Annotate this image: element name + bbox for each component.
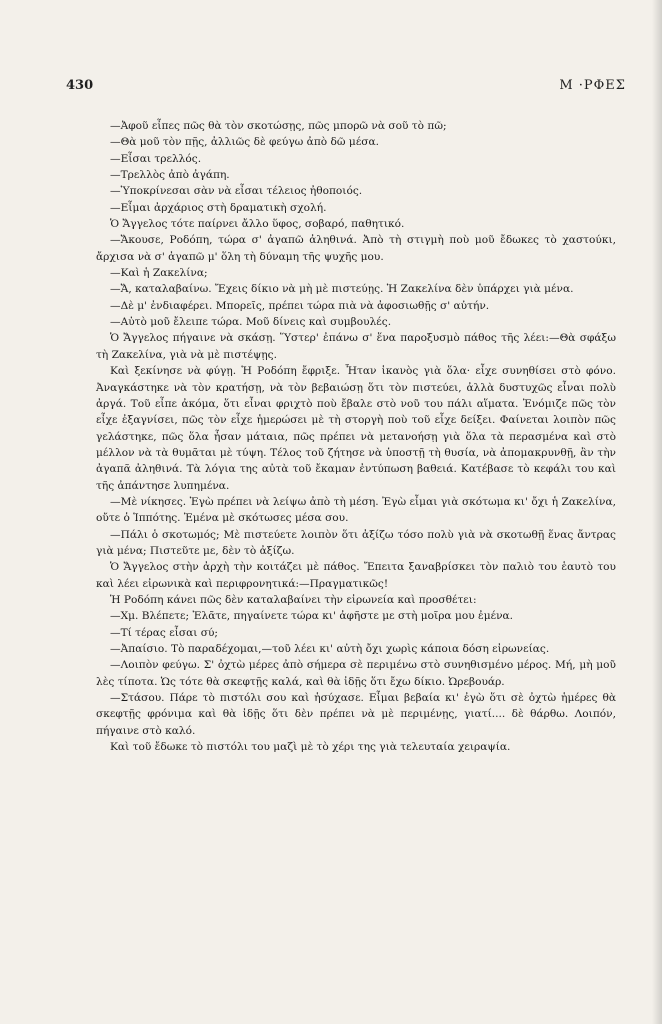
paragraph: —Καὶ ἡ Ζακελίνα; [110, 267, 208, 280]
paragraph: —Χμ. Βλέπετε; Ἐλᾶτε, πηγαίνετε τώρα κι' ἀφῆστε με στὴ μοῖρα μου ἐμένα. [110, 610, 514, 623]
paragraph: —Ἄ, καταλαβαίνω. Ἔχεις δίκιο νὰ μὴ μὲ πιστεύῃς. Ἡ Ζακελίνα δὲν ὑπάρχει γιὰ μένα. [110, 283, 574, 296]
paragraph: —Μὲ νίκησες. Ἐγὼ πρέπει νὰ λείψω ἀπὸ τὴ μέση. Ἐγὼ εἶμαι γιὰ σκότωμα κι' ὄχι ἡ Ζακελίνα, οὔτε ὁ Ἱππότης. Ἐμένα μὲ σκότωσες μέσα σου. [96, 495, 616, 525]
paragraph: Καὶ ξεκίνησε νὰ φύγῃ. Ἡ Ροδόπη ἔφριξε. Ἦταν ἱκανὸς γιὰ ὅλα· εἶχε συνηθίσει στὸ φόνο. Ἀναγκάστηκε νὰ τὸν κρατήσῃ, νὰ τὸν βεβαιώσῃ ὅτι τὸν πιστεύει, ἀλλὰ δυστυχῶς εἶναι πολὺ ἀργά. Τοῦ εἶπε ἀκόμα, ὅτι εἶναι φριχτὸ ποὺ ἔβαλε στὸ νοῦ του πάλι αἵματα. Ἐνόμιζε πῶς τὸν εἶχε ἐξαγνίσει, πῶς τὸν εἶχε ἡμερώσει μὲ τὴ στοργὴ ποὺ τοῦ εἶχε δείξει. Φαίνεται λοιπὸν πῶς γελάστηκε, πῶς ὅλα ἦσαν μάταια, πῶς πρέπει νὰ μετανοήσῃ γιὰ ὅλα τὰ περασμένα καὶ στὸ μέλλον νὰ τὰ θυμᾶται μὲ τύψη. Τέλος τοῦ ζήτησε νὰ ὑποστῇ τὴ θυσία, νὰ ἀπομακρυνθῇ, ἂν τὴν ἀγαπᾶ ἀληθινά. Τὰ λόγια της αὐτὰ τοῦ ἔκαμαν ἐντύπωση βαθειά. Κατέβασε τὸ κεφάλι του καὶ τῆς ἀπάντησε λυπημένα. [96, 365, 616, 492]
paragraph: Καὶ τοῦ ἔδωκε τὸ πιστόλι του μαζὶ μὲ τὸ χέρι της γιὰ τελευταία χειραψία. [110, 741, 511, 754]
page-header [66, 78, 626, 98]
paragraph: —Λοιπὸν φεύγω. Σ' ὀχτὼ μέρες ἀπὸ σήμερα σὲ περιμένω στὸ συνηθισμένο μέρος. Μή, μὴ μοῦ λὲς τίποτα. Ὡς τότε θὰ σκεφτῇς καλά, καὶ θὰ ἰδῇς ὅτι ἔχω δίκιο. Ὠρεβουάρ. [96, 659, 616, 688]
paragraph: —Ἀπαίσιο. Τὸ παραδέχομαι,—τοῦ λέει κι' αὐτὴ ὄχι χωρὶς κάποια δόση εἰρωνείας. [110, 643, 550, 655]
running-head: Μ ·ΡΦΕΣ [559, 78, 626, 93]
page-number: 430 [66, 78, 94, 93]
paragraph: Ὁ Ἄγγελος πήγαινε νὰ σκάσῃ. Ὕστερ' ἐπάνω σ' ἕνα παροξυσμὸ πάθος τῆς λέει:—Θὰ σφάξω τὴ Ζακελίνα, γιὰ νὰ μὲ πιστέψῃς. [96, 332, 616, 361]
paragraph: —Στάσου. Πάρε τὸ πιστόλι σου καὶ ἡσύχασε. Εἶμαι βεβαία κι' ἐγὼ ὅτι σὲ ὀχτὼ ἡμέρες θὰ σκεφτῇς φρόνιμα καὶ θὰ ἰδῇς ὅτι δὲν πρέπει νὰ μὲ περιμένῃς, γιατί.... δὲ θάρθω. Λοιπόν, πήγαινε στὸ καλό. [96, 692, 616, 737]
paragraph: —Ἄκουσε, Ροδόπη, τώρα σ' ἀγαπῶ ἀληθινά. Ἀπὸ τὴ στιγμὴ ποὺ μοῦ ἔδωκες τὸ χαστούκι, ἄρχισα νὰ σ' ἀγαπῶ μ' ὅλη τὴ δύναμη τῆς ψυχῆς μου. [96, 234, 616, 263]
paragraph: —Δὲ μ' ἐνδιαφέρει. Μπορεῖς, πρέπει τώρα πιὰ νὰ ἀφοσιωθῇς σ' αὐτήν. [110, 299, 490, 312]
paragraph: —Αὐτὸ μοῦ ἔλειπε τώρα. Μοῦ δίνεις καὶ συμβουλές. [110, 316, 392, 329]
paragraph: —Ἀφοῦ εἶπες πῶς θὰ τὸν σκοτώσῃς, πῶς μπορῶ νὰ σοῦ τὸ πῶ; [110, 120, 447, 132]
paragraph: —Θὰ μοῦ τὸν πῇς, ἀλλιῶς δὲ φεύγω ἀπὸ δῶ μέσα. [110, 136, 380, 149]
paragraph: Ὁ Ἄγγελος στὴν ἀρχὴ τὴν κοιτάζει μὲ πάθος. Ἔπειτα ξαναβρίσκει τὸν παλιὸ του ἑαυτὸ του καὶ λέει εἰρωνικὰ καὶ περιφρονητικά:—Πραγματικῶς! [96, 561, 616, 590]
page-edge-shadow [652, 0, 662, 1024]
paragraph: Ὁ Ἄγγελος τότε παίρνει ἄλλο ὕφος, σοβαρό, παθητικό. [110, 218, 405, 231]
paragraph: —Εἶμαι ἀρχάριος στὴ δραματικὴ σχολή. [110, 201, 327, 214]
paragraph: —Ὑποκρίνεσαι σὰν νὰ εἶσαι τέλειος ἠθοποιός. [110, 185, 363, 198]
paragraph: Ἡ Ροδόπη κάνει πῶς δὲν καταλαβαίνει τὴν εἰρωνεία καὶ προσθέτει: [110, 593, 477, 606]
paragraph: —Πάλι ὁ σκοτωμός; Μὲ πιστεύετε λοιπὸν ὅτι ἀξίζω τόσο πολὺ γιὰ νὰ σκοτωθῇ ἕνας ἄντρας γιὰ μένα; Πιστεῦτε με, δὲν τὸ ἀξίζω. [96, 528, 616, 557]
paragraph: —Εἶσαι τρελλός. [110, 152, 202, 165]
paragraph: —Τρελλὸς ἀπὸ ἀγάπη. [110, 169, 230, 182]
paragraph: —Τί τέρας εἶσαι σύ; [110, 626, 219, 639]
body-text [96, 118, 616, 755]
